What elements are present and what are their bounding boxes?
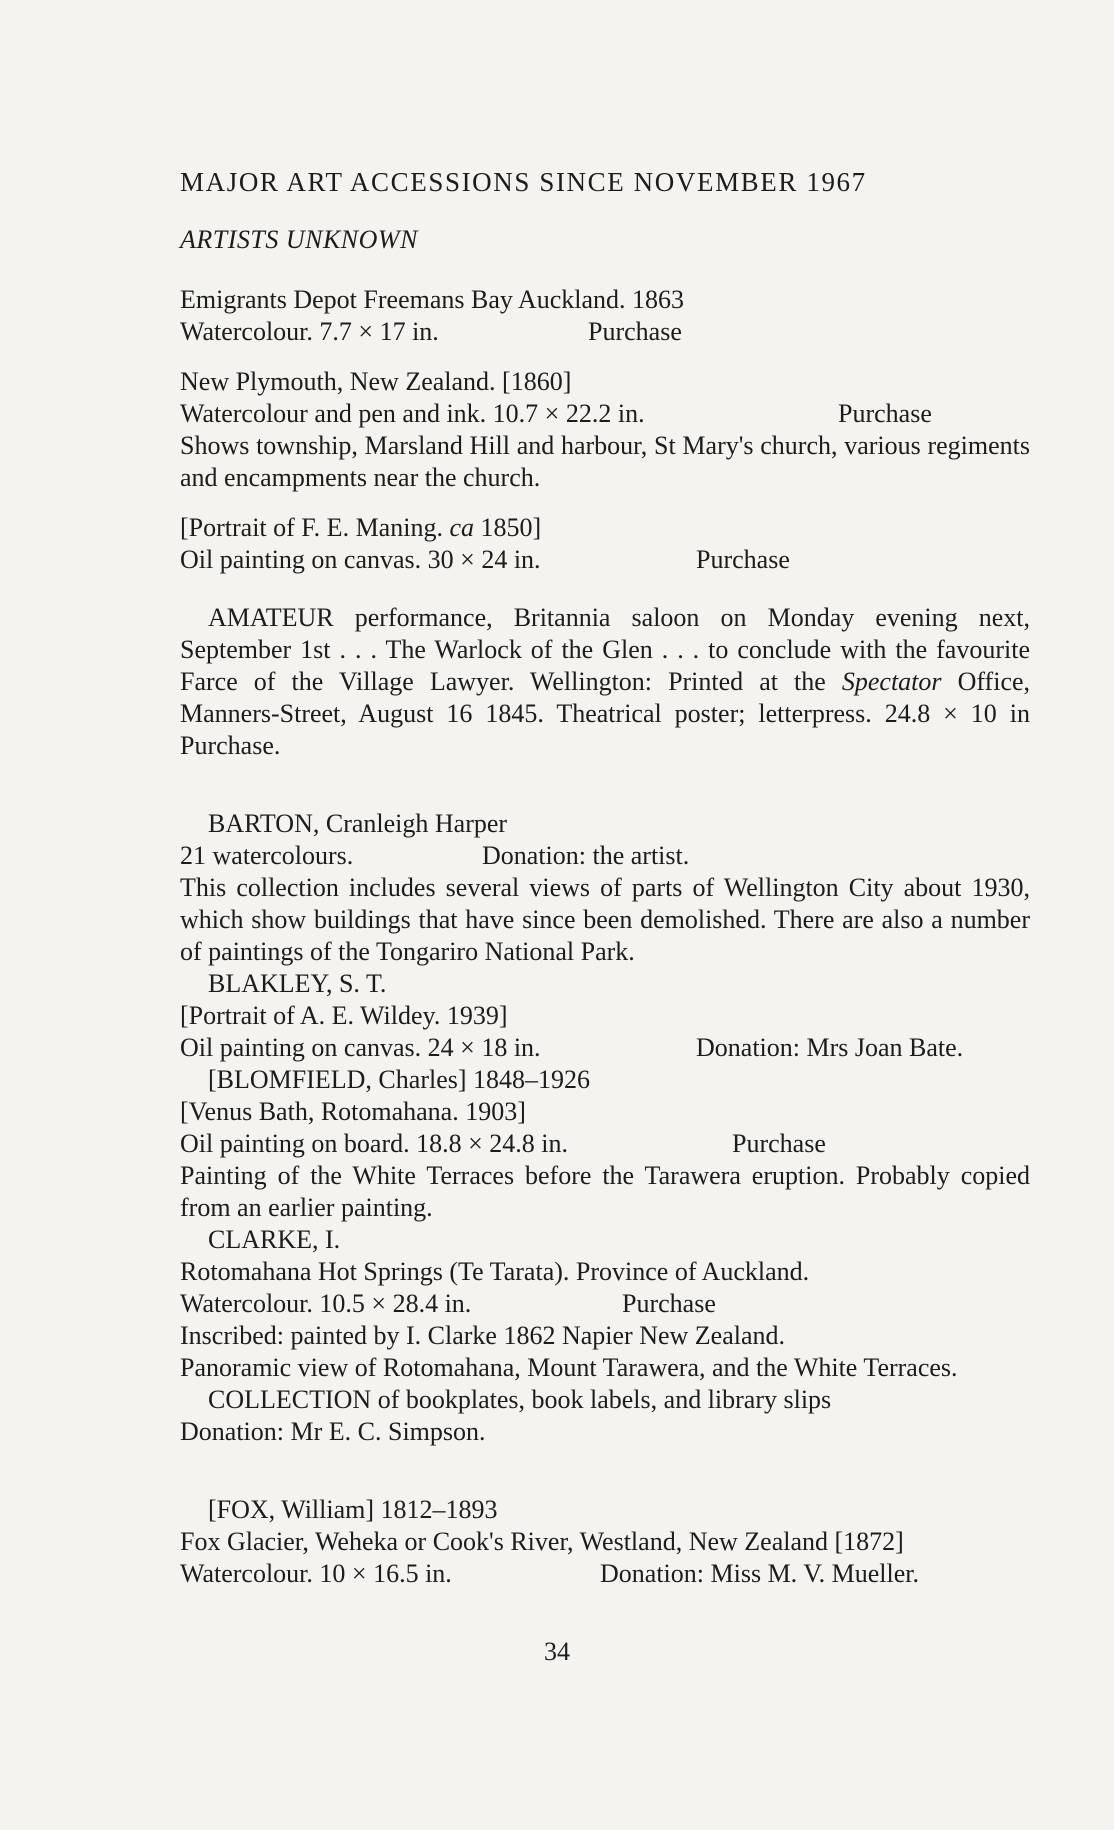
entry-details (180, 544, 1030, 576)
entry-note: This collection includes several views of parts of Wellington City about 1930, which show buildings that have since been demolished. There are also a number of paintings of the Tongariro National Park. (180, 873, 1030, 966)
entry-acquisition: Purchase (696, 545, 790, 574)
entry-medium: Oil painting on board. 18.8 × 24.8 in. (180, 1129, 569, 1158)
entry-acquisition: Purchase (622, 1289, 716, 1318)
page-body (180, 166, 1030, 1590)
entry-acquisition: Donation: Mr E. C. Simpson. (180, 1417, 486, 1446)
entry-title: New Plymouth, New Zealand. [1860] (180, 367, 572, 396)
entry-title: COLLECTION of bookplates, book labels, and library slips (208, 1385, 832, 1414)
entry-medium: Watercolour and pen and ink. 10.7 × 22.2 in. (180, 399, 645, 428)
entry-text-end: Office, Manners-Street, August 16 1845. Theatrical poster; letterpress. 24.8 × 10 in Purchase. (180, 667, 1031, 760)
entry-note: Painting of the White Terraces before the Tarawera eruption. Probably copied from an earlier painting. (180, 1161, 1030, 1222)
entry-clarke (180, 1224, 1030, 1384)
page-heading: MAJOR ART ACCESSIONS SINCE NOVEMBER 1967 (180, 167, 867, 197)
entry-text: AMATEUR performance, Britannia saloon on Monday evening next, September 1st . . . The Warlock of the Glen . . . to conclude with the favourite Farce of the Village Lawyer. Wellington: Printed at the (180, 603, 1030, 696)
entry-medium: Watercolour. 10.5 × 28.4 in. (180, 1289, 472, 1318)
entry-emigrants-depot (180, 284, 1030, 348)
page-number: 34 (544, 1637, 570, 1666)
entry-details (180, 840, 1030, 872)
entry-inscription: Inscribed: painted by I. Clarke 1862 Napier New Zealand. (180, 1321, 786, 1350)
entry-medium: Oil painting on canvas. 30 × 24 in. (180, 545, 541, 574)
entry-medium: Oil painting on canvas. 24 × 18 in. (180, 1033, 541, 1062)
entry-details (180, 1288, 1030, 1320)
entry-title: [Portrait of A. E. Wildey. 1939] (180, 1001, 508, 1030)
section-heading-artists-unknown: ARTISTS UNKNOWN (180, 225, 418, 254)
artist-name: CLARKE, I. (208, 1225, 341, 1254)
entry-details (180, 1558, 1030, 1590)
entry-new-plymouth (180, 366, 1030, 494)
entry-acquisition: Purchase (588, 317, 682, 346)
entry-title-start: [Portrait of F. E. Maning. (180, 513, 443, 542)
entry-amateur-poster (180, 602, 1030, 762)
entry-medium: Watercolour. 7.7 × 17 in. (180, 317, 439, 346)
entry-blakley (180, 968, 1030, 1064)
entry-medium: Watercolour. 10 × 16.5 in. (180, 1559, 452, 1588)
artist-name: BLAKLEY, S. T. (208, 969, 387, 998)
entry-details (180, 398, 1030, 430)
entry-title-circa: ca (449, 513, 474, 542)
entry-details (180, 316, 1030, 348)
entry-acquisition: Donation: Miss M. V. Mueller. (600, 1559, 920, 1588)
entry-note: Shows township, Marsland Hill and harbour, St Mary's church, various regiments and encampments near the church. (180, 431, 1030, 492)
entry-title: Fox Glacier, Weheka or Cook's River, Westland, New Zealand [1872] (180, 1527, 904, 1556)
entry-details (180, 1032, 1030, 1064)
entry-title (180, 512, 1030, 544)
artist-name: BARTON, Cranleigh Harper (208, 809, 508, 838)
entry-acquisition: Donation: Mrs Joan Bate. (696, 1033, 964, 1062)
entry-title: [Venus Bath, Rotomahana. 1903] (180, 1097, 526, 1126)
entry-title-end: 1850] (480, 513, 542, 542)
entry-collection (180, 1384, 1030, 1448)
entry-portrait-maning (180, 512, 1030, 576)
artist-name: [BLOMFIELD, Charles] 1848–1926 (208, 1065, 591, 1094)
entry-details (180, 1128, 1030, 1160)
entry-medium: 21 watercolours. (180, 841, 354, 870)
entry-acquisition: Purchase (838, 399, 932, 428)
entry-note: Panoramic view of Rotomahana, Mount Tarawera, and the White Terraces. (180, 1353, 958, 1382)
entry-blomfield (180, 1064, 1030, 1224)
artist-name: [FOX, William] 1812–1893 (208, 1495, 498, 1524)
entry-fox (180, 1494, 1030, 1590)
entry-text-italic: Spectator (841, 667, 942, 696)
entry-acquisition: Donation: the artist. (482, 841, 690, 870)
entry-acquisition: Purchase (732, 1129, 826, 1158)
entry-barton (180, 808, 1030, 968)
entry-title: Emigrants Depot Freemans Bay Auckland. 1863 (180, 285, 685, 314)
entry-title: Rotomahana Hot Springs (Te Tarata). Province of Auckland. (180, 1257, 810, 1286)
